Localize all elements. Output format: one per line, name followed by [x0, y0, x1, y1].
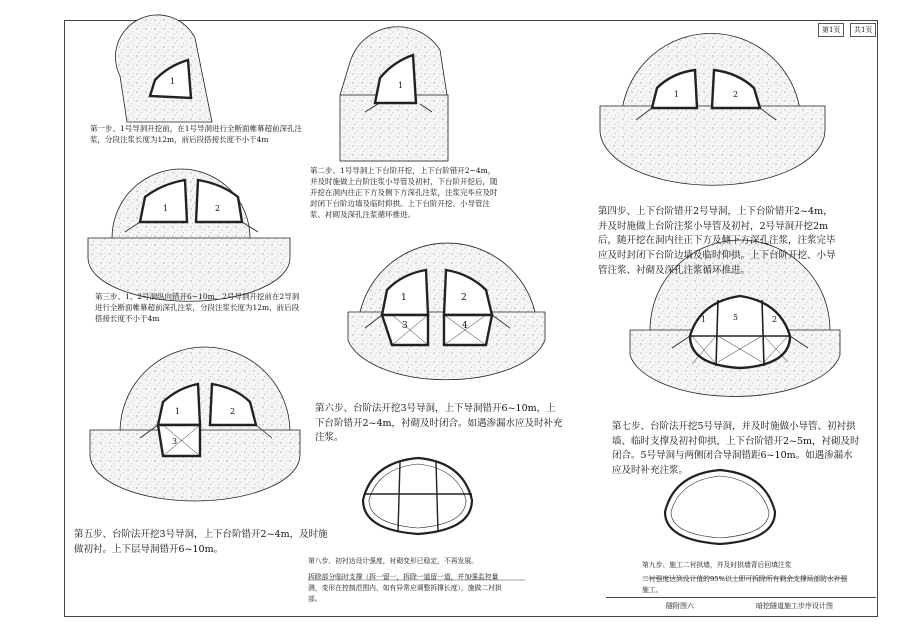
step9-title: 第九步、施工二衬拱墙，并及时拱墙背后回填注浆 — [642, 561, 792, 569]
step8-title: 第八步、初衬达设计强度，衬砌变形已稳定，不再发展。 — [308, 557, 478, 565]
drift-label-1: 1 — [175, 407, 181, 416]
step9-diagram — [665, 470, 775, 544]
step2-diagram — [340, 27, 448, 161]
drift-label-2: 2 — [461, 293, 467, 303]
step8-description: 拆除部分临时支撑（拆一留一，拆除一道留一道，并加强监控量测，变形在控制范围内，如有异常应调整拆撑长度），施做二衬拱部。 — [308, 573, 502, 603]
drift-label-1: 1 — [170, 77, 176, 86]
step1-description: 第一步、1号导洞开挖前，在1号导洞进行全断面帷幕超前深孔注浆，分段注浆长度为12m，前后段搭接长度不小于4m — [90, 124, 303, 144]
drawing-title: 暗挖隧道施工步序设计图 — [756, 602, 833, 610]
drift-label-1: 1 — [701, 315, 707, 324]
drift-label-2: 2 — [230, 407, 236, 416]
step8-diagram — [363, 458, 472, 534]
step3-description: 第三步、1、2号洞纵向错开6~10m，2号导洞开挖前在2导洞进行全断面帷幕超前深孔注浆，分段注浆长度为12m，前后段搭接长度不小于4m — [95, 292, 300, 323]
drift-label-5: 5 — [733, 313, 739, 322]
drift-label-4: 4 — [462, 321, 468, 331]
drift-label-2: 2 — [772, 315, 778, 324]
step5-description: 第五步、台阶法开挖3号导洞，上下台阶错开2~4m，及时施做初衬。上下层导洞错开6~10m。 — [74, 529, 328, 555]
drift-label-2: 2 — [215, 204, 221, 213]
drift-label-2: 2 — [733, 90, 739, 99]
step9-description: 二衬强度达到设计值的95%以上即可拆除所有剩余支撑局部防水补强施工。 — [642, 575, 848, 594]
title-block — [606, 597, 876, 616]
step2-description: 第二步、1号导洞上下台阶开挖，上下台阶错开2~4m，并及时施做上台阶注浆小导管及初衬，下台阶开挖后，随开挖在洞内往正下方及侧下方深孔注浆，注浆完毕应及时封闭下台阶边墙及临时仰拱。上下台阶开挖、小导管注浆、衬砌及深孔注浆循环推进。 — [310, 166, 498, 219]
page-number: 第1页 — [818, 23, 844, 37]
step4-description: 第四步、上下台阶错开2号导洞，上下台阶错开2~4m，并及时施做上台阶注浆小导管及初衬，2号导洞开挖2m后，随开挖在洞内往正下方及侧下方深孔注浆，注浆完毕应及时封闭下台阶边墙及临时仰拱。上下台阶开挖、小导管注浆、衬砌及深孔注浆循环推进。 — [598, 206, 836, 276]
drawing-number: 隧附图六 — [666, 602, 694, 610]
step3-diagram — [88, 169, 290, 301]
drift-label-1: 1 — [401, 293, 407, 303]
step5-diagram — [90, 347, 300, 501]
drift-label-3: 3 — [402, 321, 408, 331]
step6-description: 第六步、台阶法开挖3号导洞，上下导洞错开6~10m，上下台阶错开2~4m，衬砌及时闭合。如遇渗漏水应及时补充注浆。 — [315, 403, 563, 444]
step6-diagram — [348, 243, 545, 380]
drift-label-3: 3 — [172, 437, 178, 446]
drift-label-1: 1 — [398, 81, 404, 90]
step4-diagram — [600, 33, 825, 185]
page-total: 共1页 — [850, 23, 876, 37]
drift-label-1: 1 — [163, 204, 169, 213]
step1-diagram — [115, 15, 212, 122]
step7-description: 第七步、台阶法开挖5号导洞，并及时施做小导管、初衬拱墙、临时支撑及初衬仰拱，上下台阶错开2~5m，衬砌及时闭合。5号导洞与两侧闭合导洞错距6~10m。如遇渗漏水应及时补充注浆。 — [612, 421, 860, 477]
drift-label-1: 1 — [674, 90, 680, 99]
